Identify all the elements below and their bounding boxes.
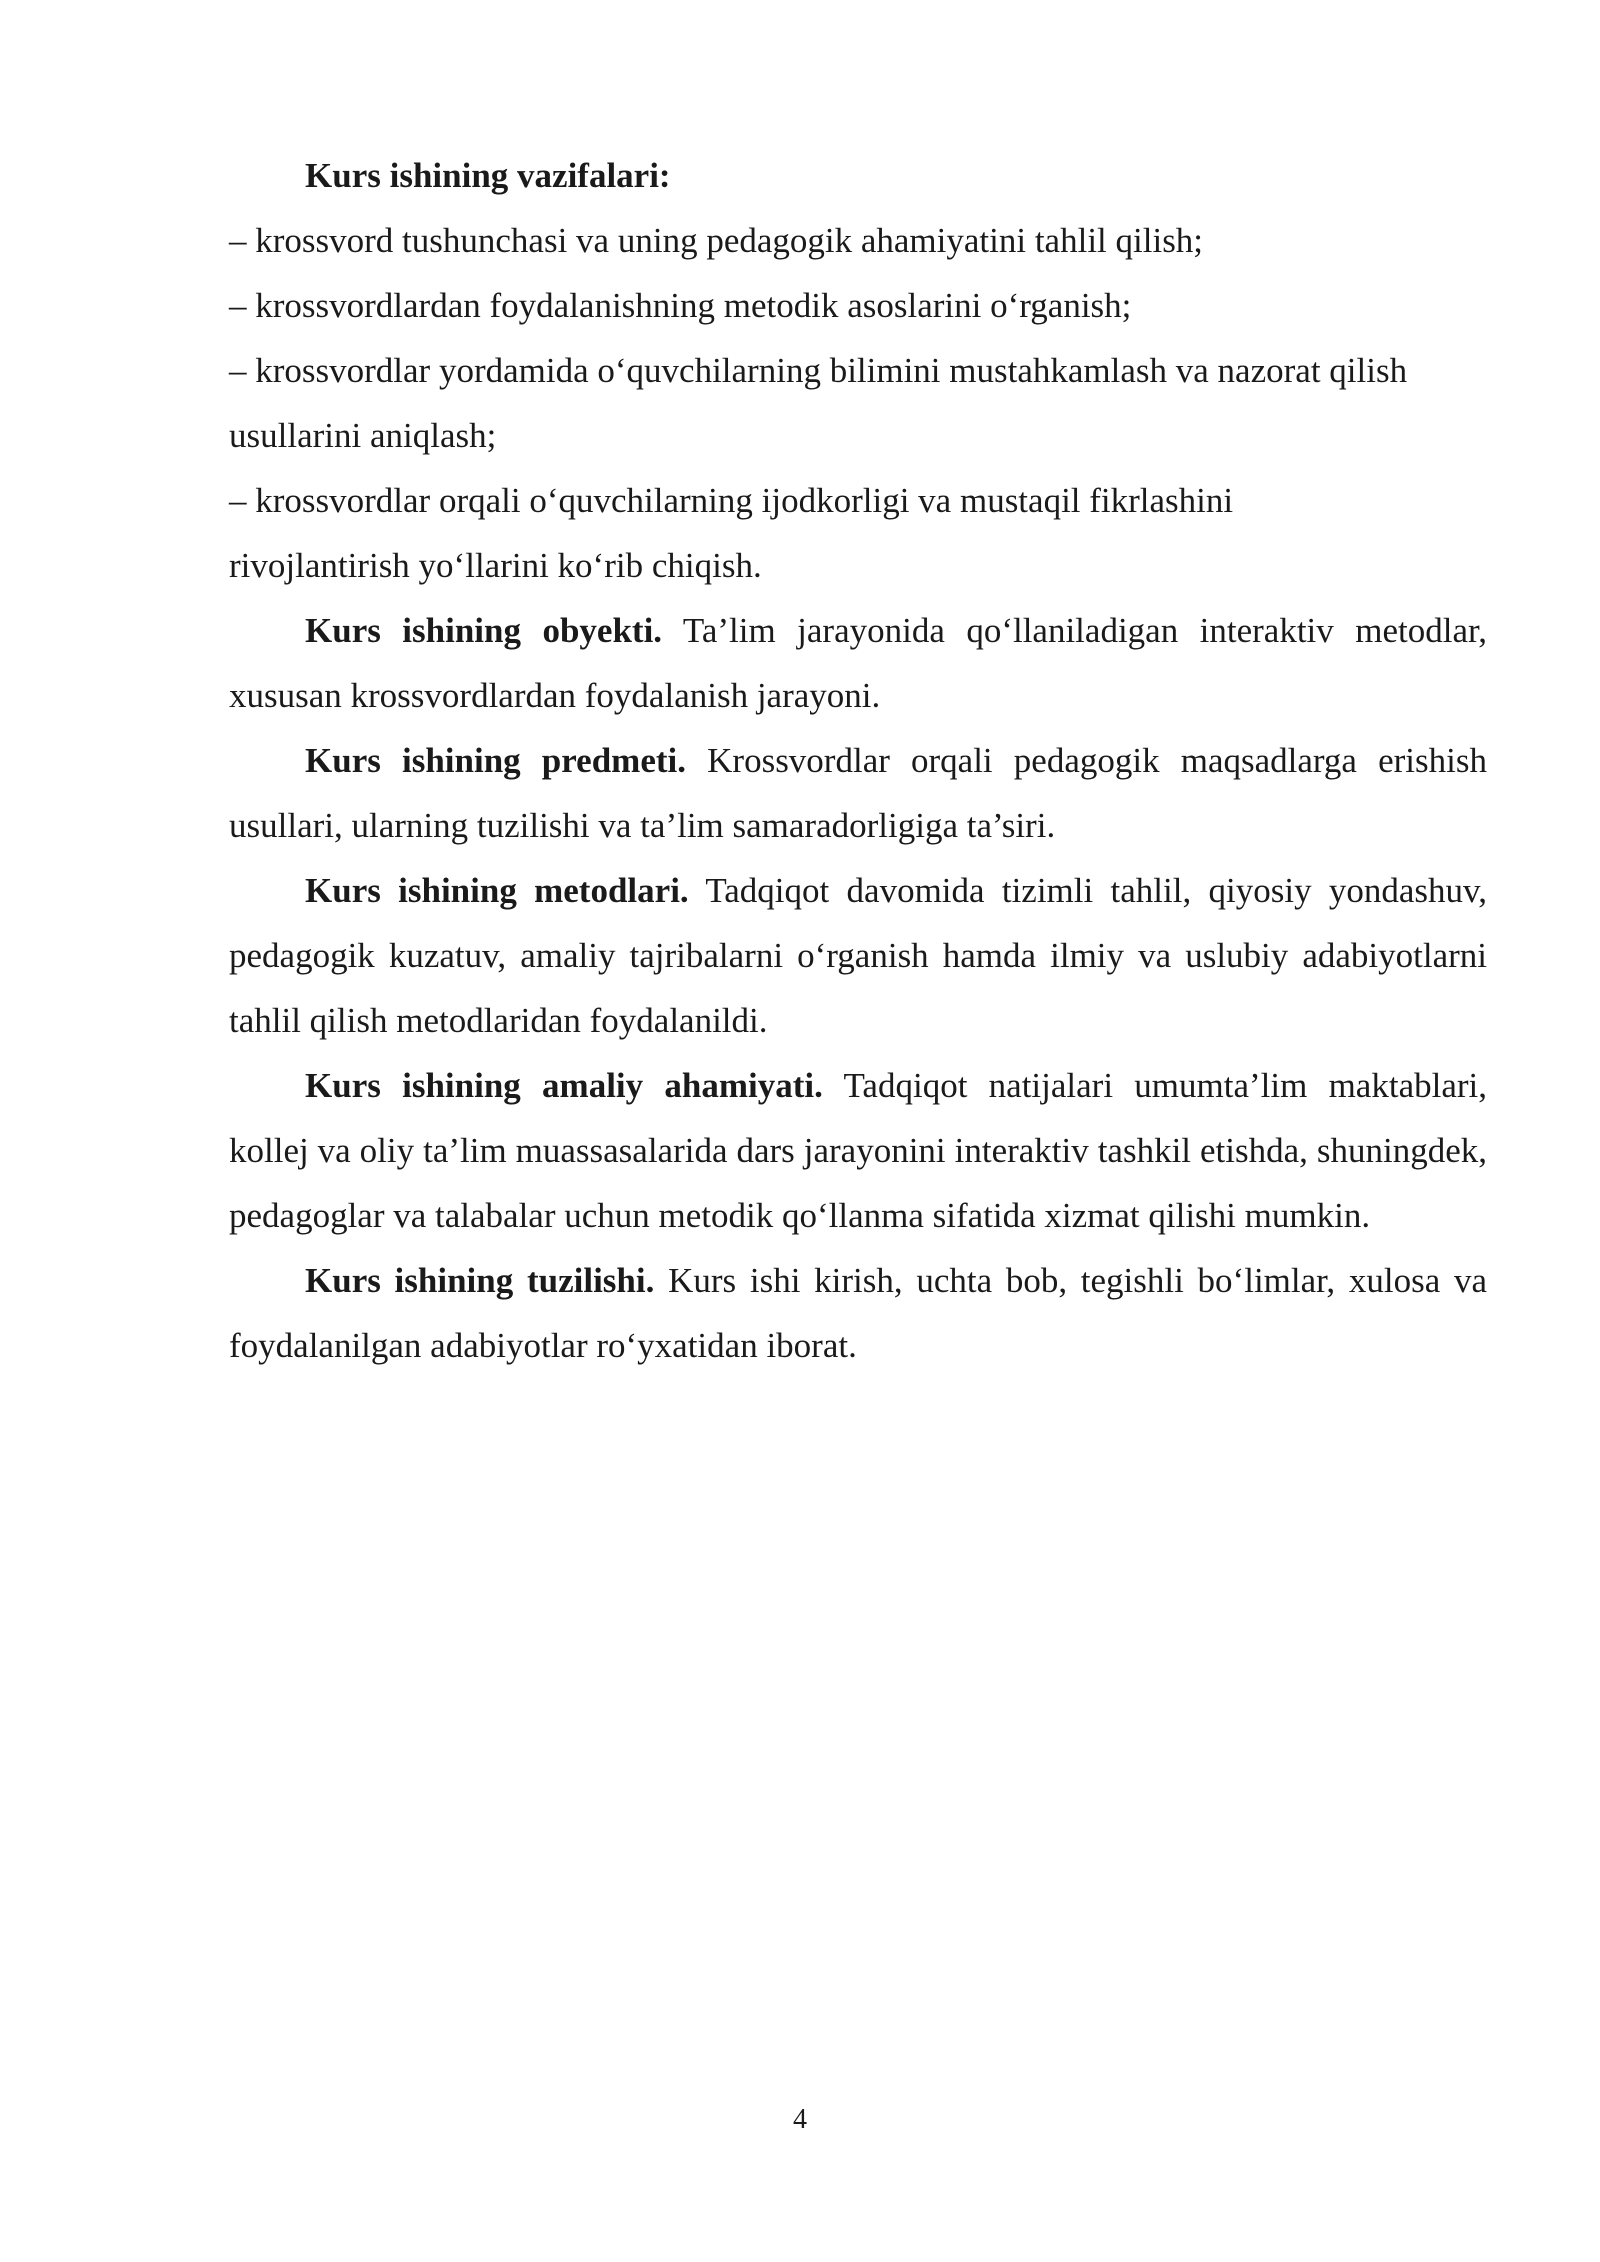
section-practical-significance-text: Tadqiqot natijalari umumta’lim maktablari, kollej va oliy ta’lim muassasalarida dars jarayonini interaktiv tashkil etishda, shuningdek, pedagoglar va talabalar uchun metodik qo‘llanma sifatida xizmat qilishi mumkin. <box>229 1066 1487 1235</box>
task-item-1: – krossvord tushunchasi va uning pedagogik ahamiyatini tahlil qilish; <box>229 221 1204 260</box>
section-object-heading: Kurs ishining obyekti. <box>305 611 663 650</box>
section-object <box>229 598 1487 728</box>
page-body <box>229 143 1487 1378</box>
section-methods <box>229 858 1487 1053</box>
section-methods-text: Tadqiqot davomida tizimli tahlil, qiyosiy yondashuv, pedagogik kuzatuv, amaliy tajribalarni o‘rganish hamda ilmiy va uslubiy adabiyotlarni tahlil qilish metodlaridan foydalanildi. <box>229 871 1487 1040</box>
section-subject-heading: Kurs ishining predmeti. <box>305 741 686 780</box>
section-structure <box>229 1248 1487 1378</box>
section-subject <box>229 728 1487 858</box>
page-number: 4 <box>793 2104 807 2135</box>
section-methods-heading: Kurs ishining metodlari. <box>305 871 689 910</box>
section-practical-significance-heading: Kurs ishining amaliy ahamiyati. <box>305 1066 823 1105</box>
tasks-heading: Kurs ishining vazifalari: <box>305 156 671 195</box>
section-structure-heading: Kurs ishining tuzilishi. <box>305 1261 655 1300</box>
task-item-2: – krossvordlardan foydalanishning metodik asoslarini o‘rganish; <box>229 286 1132 325</box>
section-practical-significance <box>229 1053 1487 1248</box>
task-item-4: – krossvordlar orqali o‘quvchilarning ijodkorligi va mustaqil fikrlashini rivojlantirish yo‘llarini ko‘rib chiqish. <box>229 481 1234 585</box>
section-object-text: Ta’lim jarayonida qo‘llaniladigan interaktiv metodlar, xususan krossvordlardan foydalanish jarayoni. <box>229 611 1487 715</box>
section-subject-text: Krossvordlar orqali pedagogik maqsadlarga erishish usullari, ularning tuzilishi va ta’lim samaradorligiga ta’siri. <box>229 741 1487 845</box>
task-item-3: – krossvordlar yordamida o‘quvchilarning bilimini mustahkamlash va nazorat qilish usullarini aniqlash; <box>229 351 1408 455</box>
section-structure-text: Kurs ishi kirish, uchta bob, tegishli bo‘limlar, xulosa va foydalanilgan adabiyotlar ro‘yxatidan iborat. <box>229 1261 1487 1365</box>
